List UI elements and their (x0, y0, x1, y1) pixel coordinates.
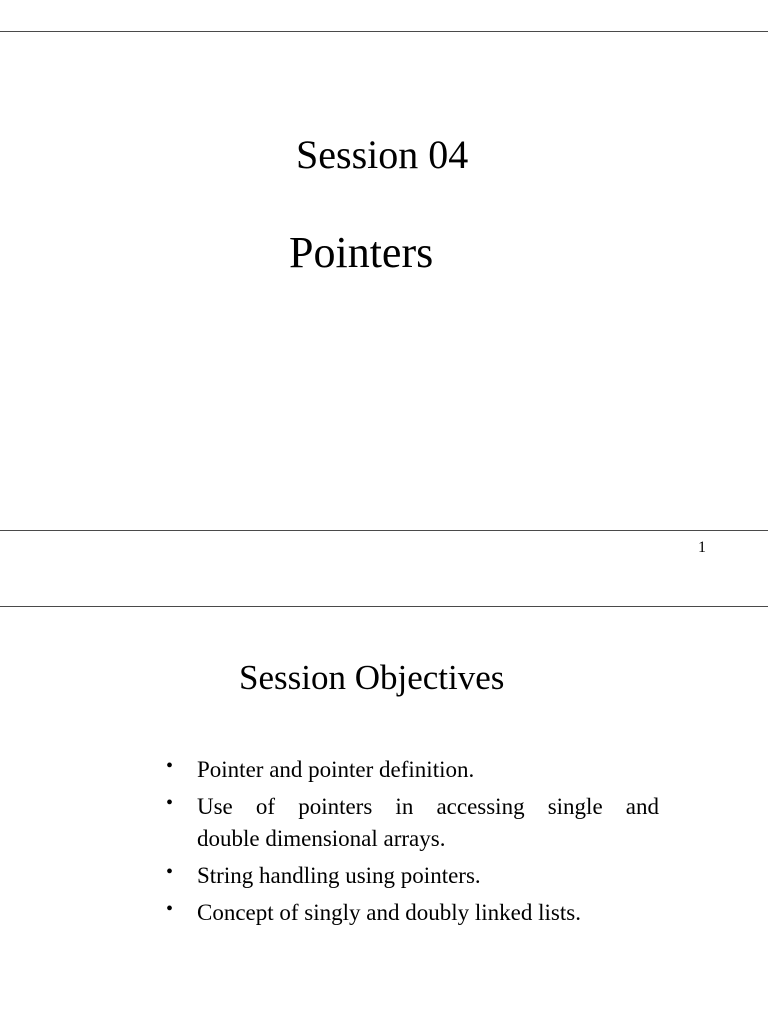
bullet-icon: • (166, 898, 174, 920)
objectives-heading: Session Objectives (239, 658, 505, 697)
objective-text: Concept of singly and doubly linked lists. (197, 900, 581, 925)
objective-text-line-1: Use of pointers in accessing single and (197, 794, 659, 819)
slide-1-bottom-rule (0, 530, 768, 531)
bullet-icon: • (166, 792, 174, 814)
objective-item (166, 754, 659, 786)
slide-1-top-rule (0, 31, 768, 32)
objective-text: Pointer and pointer definition. (197, 757, 475, 782)
session-number: Session 04 (296, 132, 469, 177)
bullet-icon: • (166, 861, 174, 883)
objective-text: String handling using pointers. (197, 863, 481, 888)
objectives-list (166, 754, 659, 934)
page-number: 1 (698, 539, 706, 556)
objective-item (166, 897, 659, 929)
objective-item (166, 791, 659, 855)
objective-text-line-2: double dimensional arrays. (197, 826, 446, 851)
bullet-icon: • (166, 755, 174, 777)
slide-title: Pointers (289, 228, 434, 277)
objective-item (166, 860, 659, 892)
slide-2-top-rule (0, 606, 768, 607)
